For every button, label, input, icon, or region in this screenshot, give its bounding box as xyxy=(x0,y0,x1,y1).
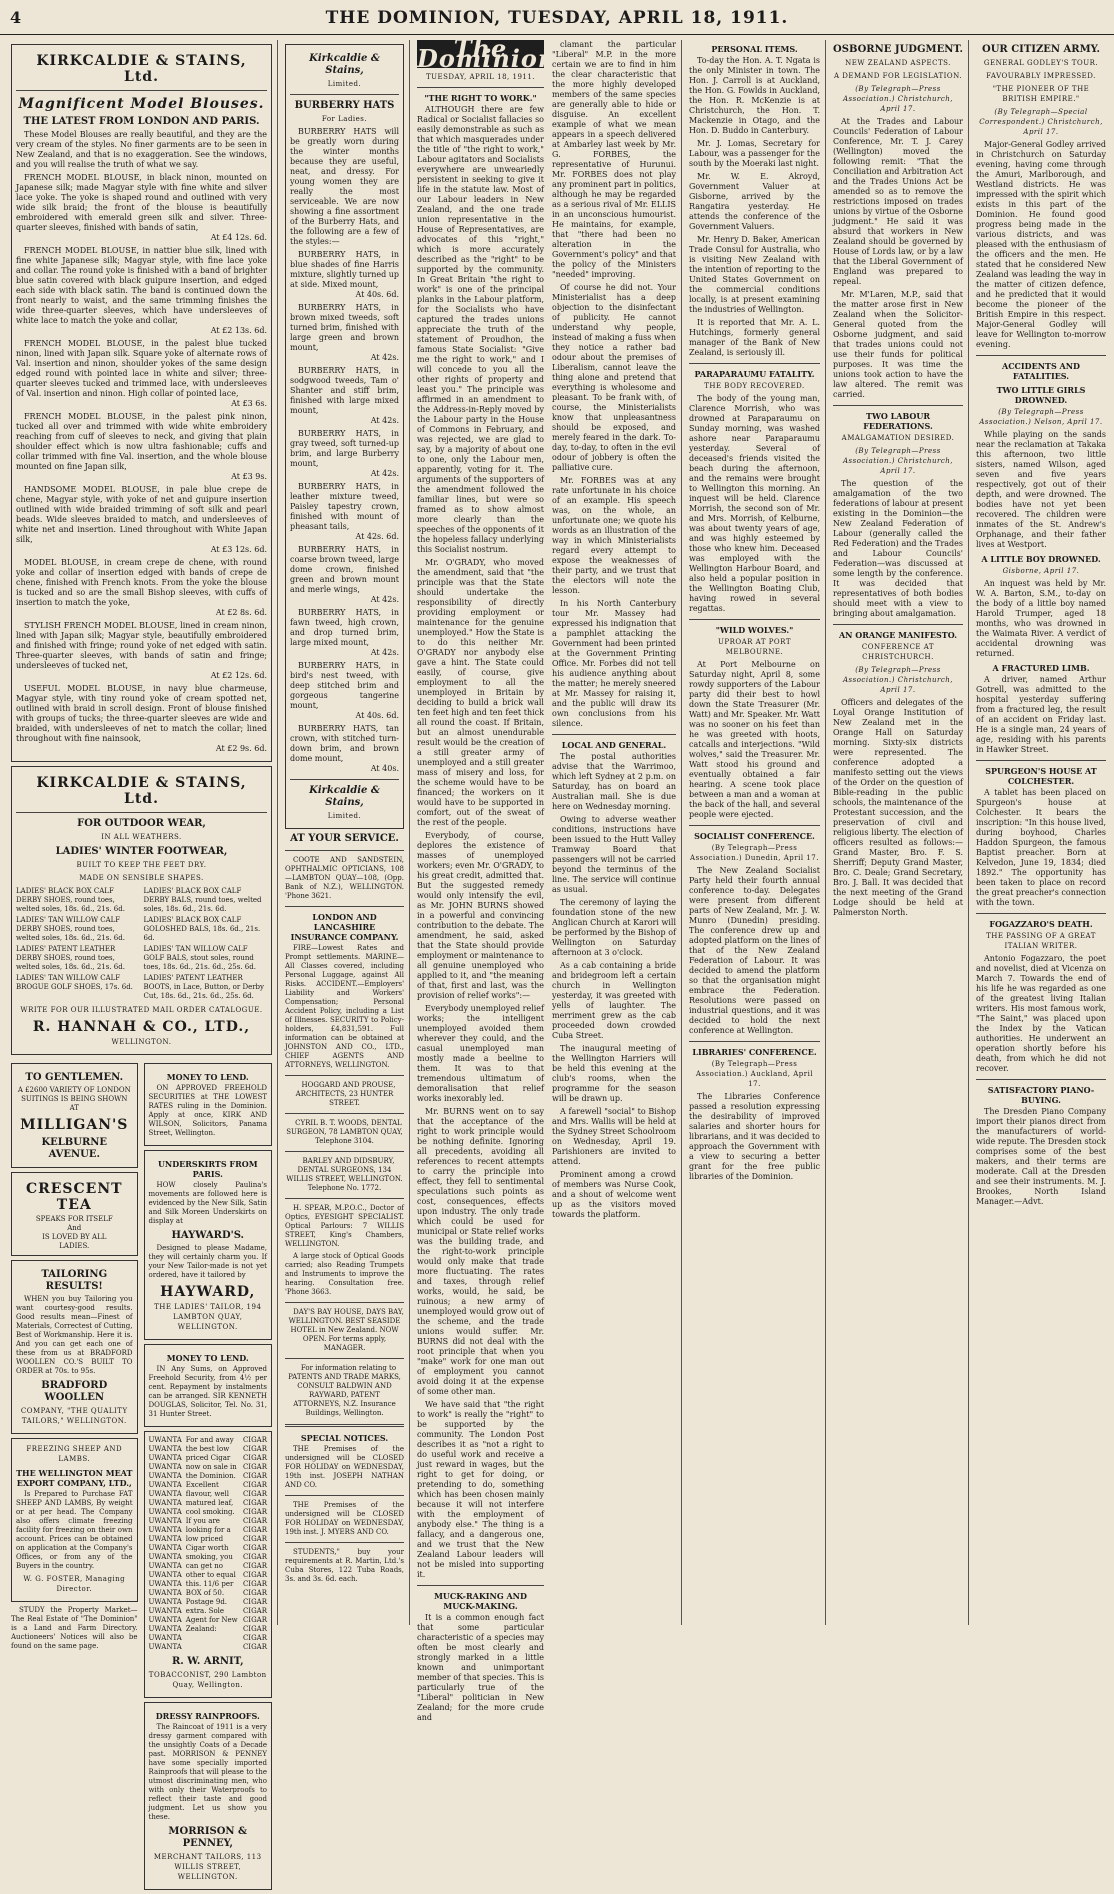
special-notices-heading: SPECIAL NOTICES. xyxy=(300,1433,389,1443)
libraries-heading: LIBRARIES' CONFERENCE. xyxy=(692,1047,817,1057)
cigar-label: CIGAR xyxy=(242,1544,267,1552)
col2-brand: Kirkcaldie & Stains, xyxy=(309,53,380,76)
patents-ad: For information relating to PATENTS AND TRADE MARKS, CONSULT BALDWIN AND RAYWARD, PATENT ATTORNEYS, N.Z. Insurance Buildings, Wellington. xyxy=(288,1364,401,1417)
col2-brand-2: Kirkcaldie & Stains, xyxy=(309,785,380,808)
hat-price: At 40s. 6d. xyxy=(355,711,399,720)
col2-limited-2: Limited. xyxy=(327,812,362,820)
cigar-label: CIGAR xyxy=(242,1472,267,1480)
burberry-heading: BURBERRY HATS xyxy=(294,100,395,111)
col1-lower-left xyxy=(11,1059,138,1894)
haywards-text: Designed to please Madame, they will certainly charm you. If your New Tailor-made is not yet ordered, have it tailored by xyxy=(148,1244,267,1279)
editorial-continued xyxy=(552,40,676,1726)
catalogue-line: WRITE FOR OUR ILLUSTRATED MAIL ORDER CATALOGUE. xyxy=(20,1006,263,1014)
bradford-sub: COMPANY, "THE QUALITY TAILORS," WELLINGTON. xyxy=(20,1407,128,1425)
blouses-intro: These Model Blouses are really beautiful, and they are the very cream of the styles. No finer garments are to be seen in New Zealand, and that is no exaggeration. See the windows, and you will realise the truth of what we say. xyxy=(16,130,267,169)
tailoring-heading: TAILORING RESULTS! xyxy=(41,1269,108,1292)
wild-wolves-sub: UPROAR AT PORT MELBOURNE. xyxy=(717,638,791,656)
hat-price: At 42s. xyxy=(370,648,399,657)
study-notice: STUDY the Property Market—The Real Estate of "The Dominion" is a Land and Farm Directory. Auctioneers' Notices will also be found on the same page. xyxy=(11,1606,138,1650)
uwanta-label: UWANTA xyxy=(148,1643,182,1651)
gentlemen-heading: TO GENTLEMEN. xyxy=(25,1072,124,1083)
editorial-paragraph: Mr. O'GRADY, who moved the amendment, said that "the principle was that the State should undertake the responsibility of directly providing employment or maintenance for the genuine unemployed." How the State is to do this neither Mr. O'GRADY nor anybody else gave a hint. The State could easily, of course, give employment to all the unemployed in Britain by deciding to build a brick wall ten feet high and ten feet thick all round the coast. If Britain, but an almost unendurable result would be the creation of a still greater army of unemployed and a still greater mass of misery and loss, for the scheme would have to be financed; the workers on it would have to be supported in comfort, out of the sweat of the rest of the people. xyxy=(417,558,544,827)
uwanta-label: UWANTA xyxy=(148,1454,182,1462)
hat-price: At 42s. xyxy=(370,353,399,362)
army-text: Major-General Godley arrived in Christchurch on Saturday evening, having come through the Amuri, Marlborough, and Westland districts. He was impressed with the spirit which exists in this part of the Dominion. He found good progress being made in the various districts, and was pleased with the enthusiasm of the officers and the men. He stated that he considered New Zealand was leading the way in the matter of citizen defence, and he predicted that it would become the pioneer of the British Empire in this respect. Major-General Godley will leave for Wellington to-morrow evening. xyxy=(976,140,1106,349)
money2-text: IN Any Sums, on Approved Freehold Security, from 4½ per cent. Repayment by instalments can be arranged. SIR KENNETH DOUGLAS, Solicitor, Tel. No. 31, 31 Hunter Street. xyxy=(148,1365,267,1418)
blouse-item: FRENCH MODEL BLOUSE, in nattier blue silk, lined with fine white Japanese silk; Magyar style, with fine lace yoke and collar. The round yoke is finished with a band of brighter blue satin covered with black guipure insertion, and edged each side with black satin. The band is continued down the front nearly to waist, and the same trimming finishes the wide three-quarter sleeves, which have undersleeves of white lace to match the yoke and collar, xyxy=(16,246,267,325)
shoe-item: LADIES' BLACK BOX CALF GOLOSHED BALS, 18s. 6d., 21s. 6d. xyxy=(143,916,261,942)
paraparaumu-heading: PARAPARAUMU FATALITY. xyxy=(694,369,815,379)
cigar-label: CIGAR xyxy=(242,1481,267,1489)
hat-item: BURBERRY HATS, in brown mixed tweeds, soft turned brim, finished with large green and brown mount, xyxy=(290,303,399,352)
uwanta-label: UWANTA xyxy=(148,1562,182,1570)
uwanta-text: For and away the best low priced Cigar now on sale in the Dominion. Excellent flavour, well matured leaf, cool smoking. If you are looking for a low priced Cigar worth smoking, you can get no other to equal this. 11/6 per BOX of 50. Postage 9d. extra. Sole Agent for New Zealand: xyxy=(185,1436,238,1633)
fogazzaro-heading: FOGAZZARO'S DEATH. xyxy=(989,919,1093,929)
uwanta-label: UWANTA xyxy=(148,1499,182,1507)
hat-item: BURBERRY HATS, in leather mixture tweed, Paisley tapestry crown, finished with mount of pheasant tails, xyxy=(290,482,399,531)
uwanta-label: UWANTA xyxy=(148,1463,182,1471)
labour-telegraph: (By Telegraph—Press Association.) Christchurch, April 17. xyxy=(842,447,954,475)
hat-item: BURBERRY HATS, in gray tweed, soft turned-up brim, and large Burberry mount, xyxy=(290,429,399,468)
osborne-telegraph: (By Telegraph—Press Association.) Christchurch, April 17. xyxy=(842,85,954,113)
boy-heading: A LITTLE BOY DROWNED. xyxy=(981,554,1101,564)
hayward-name: HAYWARD, xyxy=(160,1284,256,1300)
cigar-label: CIGAR xyxy=(242,1526,267,1534)
editorial-paragraph: Mr. BURNS went on to say that the acceptance of the right to work principle would be nothing definite. Ignoring all precedents, avoiding all references to recent attempts to carry the principle into effect, they fell to sentimental speculations such points as cost, consequences, effects upon industry. The only trade which could be used for municipal or State relief works was the building trade, and the right-to-work principle would only make that trade more fluctuating. The rates and taxes, through relief works, would, he said, be ruinous; a new army of unemployed would grow out of the scheme, and the trade unions would suffer. Mr. BURNS did not deal with the root principle that when you "make" work for one man out of employment you cannot avoid doing it at the expense of some other man. xyxy=(417,1107,544,1396)
bradford-ad xyxy=(11,1260,138,1434)
service-heading: AT YOUR SERVICE. xyxy=(290,833,399,844)
accidents-heading: ACCIDENTS AND FATALITIES. xyxy=(1001,361,1080,381)
dressy-heading: DRESSY RAINPROOFS. xyxy=(155,1711,260,1721)
editorial-paragraph: We have said that "the right to work" is really the "right" to be supported by the community. The London Post describes it as "not a right to do useful work and receive a just reward in wages, but the right to get for doing, or pretending to do, something which has been chosen mainly because it will not interfere with the employment of anybody else." The thing is a fallacy, and a dangerous one, and we trust that the New Zealand Labour leaders will not be misled into supporting it. xyxy=(417,1400,544,1579)
personal-item: It is reported that Mr. A. L. Hutchings, formerly general manager of the Bank of New Zealand, is seriously ill. xyxy=(689,318,820,357)
editorial-heading: "THE RIGHT TO WORK." xyxy=(424,93,537,103)
hat-item: BURBERRY HATS, tan crown, with stitched turn-down brim, and brown dome mount, xyxy=(290,724,399,763)
col1-lower-right xyxy=(144,1059,272,1894)
newspaper-title: THE DOMINION, TUESDAY, APRIL 18, 1911. xyxy=(325,8,789,28)
girls-heading: TWO LITTLE GIRLS DROWNED. xyxy=(996,385,1086,405)
local-item: A farewell "social" to Bishop and Mrs. Wallis will be held at the Sydney Street Schoolroom on Wednesday, April 19. Parishioners are invited to attend. xyxy=(552,1107,676,1166)
shoe-item: LADIES' PATENT LEATHER DERBY SHOES, round toes, welted soles, 18s. 6d., 21s. 6d. xyxy=(16,945,125,971)
dominion-masthead: The Dominion xyxy=(417,34,557,73)
uwanta-label: UWANTA xyxy=(148,1580,182,1588)
local-item: Owing to adverse weather conditions, instructions have been issued to the Hutt Valley Tramway Board that passengers will not be carried beyond the terminus of the line. The service will continue as usual. xyxy=(552,815,676,894)
muck-paragraph: Mr. FORBES was at any rate unfortunate in his choice of an example. His speech was, on the whole, an unfortunate one; we quote his words as an illustration of the way in which Ministerialists regard every attempt to expose the weaknesses of their party, and we trust that the electors will note the lesson. xyxy=(552,476,676,595)
blouse-price: At £2 12s. 6d. xyxy=(210,671,267,680)
blouse-item: FRENCH MODEL BLOUSE, in black ninon, mounted on Japanese silk; made Magyar style with fine white and silver lace yoke. The yoke is shaped round and outlined with very wide silk braid; the front of the blouse is beautifully embroidered with emerald green silk and silver. Three-quarter sleeves, finished with bands of satin, xyxy=(16,173,267,232)
girls-telegraph: (By Telegraph—Press Association.) Nelson, April 17. xyxy=(979,408,1103,426)
meat-export-text: Is Prepared to Purchase FAT SHEEP AND LAMBS, By weight or at per head. The Company also offers climate freezing facility for freezing on their own account. Prices can be obtained on application at the Company's Offices, or from any of the Buyers in the country. xyxy=(16,1490,133,1570)
libraries-text: The Libraries Conference passed a resolution expressing the desirability of improved salaries and shorter hours for librarians, and it was decided to approach the Government with a view to securing a better grant for the free public libraries of the Dominion. xyxy=(689,1092,820,1181)
orange-telegraph: (By Telegraph—Press Association.) Christchurch, April 17. xyxy=(842,666,954,694)
cigar-label: CIGAR xyxy=(242,1508,267,1516)
local-heading: LOCAL AND GENERAL. xyxy=(561,740,667,750)
col3-split xyxy=(417,34,676,1726)
burberry-ad xyxy=(285,44,404,829)
piano-text: The Dresden Piano Company import their pianos direct from the manufacturers of world-wide repute. The Dresden stock comprises some of the best makers, and their terms are moderate. Call at the Dresden and see their instruments. M. J. Brookes, North Island Manager.—Advt. xyxy=(976,1107,1106,1206)
underskirts-text: HOW closely Paulina's movements are followed here is evidenced by the New Silk, Satin and Silk Moreen Underskirts on display at xyxy=(148,1181,267,1225)
uwanta-column xyxy=(149,1436,182,1652)
local-item: As a cab containing a bride and bridegroom left a certain church in Wellington yesterday, it was greeted with yells of laughter. The merriment grew as the cab proceeded down crowded Cuba Street. xyxy=(552,961,676,1040)
blouse-item: FRENCH MODEL BLOUSE, in the palest pink ninon, tucked all over and trimmed with wide white embroidery reaching from cuff of sleeves to neck, and giving that plain shoulder effect which is now ultra fashionable; cuffs and collar trimmed with fine Val. insertion, and the whole blouse mounted on fine Japan silk, xyxy=(16,412,267,471)
crescent-heading: CRESCENT TEA xyxy=(25,1181,123,1213)
column-3 xyxy=(412,34,682,1722)
crescent-tea-ad xyxy=(11,1172,138,1256)
shapes-line: MADE ON SENSIBLE SHAPES. xyxy=(79,874,204,882)
local-item: Prominent among a crowd of members was Nurse Cook, and a shout of welcome went up as the visitors moved towards the platform. xyxy=(552,1170,676,1219)
uwanta-grid xyxy=(149,1436,267,1652)
kirkcaldie-footwear-ad xyxy=(11,766,272,1055)
uwanta-label: UWANTA xyxy=(148,1544,182,1552)
uwanta-label: UWANTA xyxy=(148,1634,182,1642)
cigar-label: CIGAR xyxy=(242,1634,267,1642)
cigar-label: CIGAR xyxy=(242,1562,267,1570)
osborne-heading: OSBORNE JUDGMENT. xyxy=(833,44,963,55)
boy-telegraph: Gisborne, April 17. xyxy=(1002,567,1080,575)
kirkcaldie-blouse-ad xyxy=(11,44,272,762)
arnit-address: TOBACCONIST, 290 Lambton Quay, Wellington. xyxy=(148,1671,267,1689)
shoe-item: LADIES' PATENT LEATHER BOOTS, in Lace, Button, or Derby Cut, 18s. 6d., 21s. 6d., 25s. 6d. xyxy=(143,974,264,1000)
personal-item: Mr. J. Lomas, Secretary for Labour, was a passenger for the south by the Moeraki last night. xyxy=(689,139,820,168)
uwanta-label: UWANTA xyxy=(148,1625,182,1633)
uwanta-label: UWANTA xyxy=(148,1589,182,1597)
hat-price: At 42s. xyxy=(370,595,399,604)
army-heading: OUR CITIZEN ARMY. xyxy=(982,44,1100,55)
london-lancashire-text: FIRE—Lowest Rates and Prompt settlements. MARINE—All Classes covered, including Personal Luggage, against All Risks. ACCIDENT.—Employers' Liability and Workers' Compensation; Personal Accident Policy, including a List of Illnesses. SECURITY to Policy-holders, £4,831,591. Full information can be obtained at JOHNSTON AND CO., LTD., CHIEF AGENTS AND ATTORNEYS, WELLINGTON. xyxy=(285,944,404,1069)
blouses-subheading: THE LATEST FROM LONDON AND PARIS. xyxy=(23,116,260,127)
blouse-price: At £3 6s. xyxy=(231,399,267,408)
muck-raking-continued xyxy=(552,40,676,729)
army-sub-3: "THE PIONEER OF THE BRITISH EMPIRE." xyxy=(992,85,1090,103)
orange-text: Officers and delegates of the Loyal Orange Institution of New Zealand met in the Orange Hall on Saturday morning. Sixty-six districts were represented. The conference adopted a manifesto setting out the views of the Order on the question of Bible-reading in the public schools, the maintenance of the Protestant succession, and the preservation of civil and religious liberty. The election of officers resulted as follows:—Grand Master, Bro. F. S. Sherriff; Deputy Grand Master, Bro. C. Deale; Grand Secretary, Bro. J. Ball. It was decided that the next meeting of the Grand Lodge should be held at Palmerston North. xyxy=(833,698,963,917)
tailoring-text: WHEN you buy Tailoring you want courtesy-good results. Good results mean—Finest of Materials, Correctest of Cutting, Best of Workmanship. Here it is. And you can get each one of these from us at BRADFORD WOOLLEN CO.'S BUILT TO ORDER at 70s. to 95s. xyxy=(16,1295,133,1375)
closed-notice-1: THE Premises of the undersigned will be CLOSED FOR HOLIDAY on WEDNESDAY, 19th inst. JOSEPH NATHAN AND CO. xyxy=(285,1445,404,1489)
uwanta-label: UWANTA xyxy=(148,1490,182,1498)
london-lancashire-heading: LONDON AND LANCASHIRE INSURANCE COMPANY. xyxy=(290,912,399,942)
paraparaumu-text: The body of the young man, Clarence Morrish, who was drowned at Paraparaumu on Sunday morning, was washed ashore near Paraparaumu yesterday. Several of deceased's friends visited the beach during the afternoon, and the remains were brought to Wellington this morning. An inquest will be held. Clarence Morrish, the second son of Mr. and Mrs. Morrish, of Kelburne, was about twenty years of age, and was highly esteemed by those who knew him. Deceased was employed with the Wellington Harbour Board, and also held a popular position in the Wellington Boating Club, having rowed in several regattas. xyxy=(689,394,820,613)
hat-price: At 40s. 6d. xyxy=(355,290,399,299)
uwanta-label: UWANTA xyxy=(148,1598,182,1606)
labour-text: The question of the amalgamation of the two federations of labour at present existing in the Dominion—the New Zealand Federation of Labour (generally called the Red Federation) and the Trades and Labour Councils' Federation—was discussed at some length by the conference. It was decided that representatives of both bodies should meet with a view to bringing about amalgamation. xyxy=(833,479,963,618)
milligan-address: KELBURNE AVENUE. xyxy=(41,1137,108,1160)
wild-wolves-heading: "WILD WOLVES." xyxy=(715,625,794,635)
local-item: The inaugural meeting of the Wellington Harriers will be held this evening at the club's rooms, when the programme for the season will be drawn up. xyxy=(552,1044,676,1103)
spurgeon-heading: SPURGEON'S HOUSE AT COLCHESTER. xyxy=(985,766,1097,786)
blouse-item: MODEL BLOUSE, in cream crepe de chene, with round yoke and collar of insertion edged with bands of crepe de chene, finished with French knots. From the yoke the blouse is tucked and so are the small Bishop sleeves, with cuffs of insertion to match the yoke, xyxy=(16,558,267,607)
coote-ad: COOTE AND SANDSTEIN, OPHTHALMIC OPTICIANS, 108—LAMBTON QUAY—108, (Opp. Bank of N.Z.), WELLINGTON. 'Phone 3621. xyxy=(285,856,404,900)
burberry-sub: For Ladies. xyxy=(321,115,368,123)
shoe-item: LADIES' TAN WILLOW CALF BROGUE GOLF SHOES, 17s. 6d. xyxy=(16,974,133,991)
cigar-label: CIGAR xyxy=(242,1571,267,1579)
fogazzaro-sub: THE PASSING OF A GREAT ITALIAN WRITER. xyxy=(986,932,1096,950)
blouse-item: USEFUL MODEL BLOUSE, in navy blue charmeuse, Magyar style, with tiny round yoke of cream spotted net, outlined with braid in scroll design. Front of blouse finished with groups of tucks; the three-quarter sleeves are wide and braided, with undersleeves of net to match the collar; lined throughout with fine nainsook, xyxy=(16,684,267,743)
all-weathers: IN ALL WEATHERS. xyxy=(101,833,182,841)
paraparaumu-sub: THE BODY RECOVERED. xyxy=(704,382,805,390)
socialist-sub: (By Telegraph—Press Association.) Dunedin, April 17. xyxy=(690,844,819,862)
personal-item: To-day the Hon. A. T. Ngata is the only Minister in town. The Hon. J. Carroll is at Auckland, the Hon. G. Fowlds in Auckland, the Hon. R. McKenzie is at Christchurch, the Hon. T. Mackenzie in Otago, and the Hon. D. Buddo in Canterbury. xyxy=(689,56,820,135)
osborne-paragraph: Mr. M'Laren, M.P., said that the matter arose first in New Zealand when the Solicitor-General quoted from the Osborne judgment, and said that trades unions could not use their funds for political purposes. It was time the unions took action to have the law altered. The remit was carried. xyxy=(833,290,963,399)
socialist-heading: SOCIALIST CONFERENCE. xyxy=(694,831,815,841)
editorial-paragraph: Everybody, of course, deplores the existence of masses of unemployed workers; even Mr. O'GRADY, to his great credit, admitted that. But the suggested remedy would only intensify the evil, as Mr. JOHN BURNS showed in a powerful and convincing contribution to the debate. The amendment, he said, asked that the State should provide employment or maintenance to all genuine unemployed who applied to it, and "the meaning of that, first and last, was the provision of relief works":— xyxy=(417,831,544,1000)
hat-item: BURBERRY HATS, in fawn tweed, high crown, and drop turned brim, large mixed mount, xyxy=(290,608,399,647)
uwanta-cigar-ad xyxy=(144,1431,272,1698)
uwanta-label: UWANTA xyxy=(148,1535,182,1543)
money-text: ON APPROVED FREEHOLD SECURITIES at THE LOWEST RATES ruling in the Dominion. Apply at once, KIRK AND WILSON, Solicitors, Panama Street, Wellington. xyxy=(148,1084,267,1137)
local-item: The postal authorities advise that the Warrimoo, which left Sydney at 2 p.m. on Saturday, has on board an Australian mail. She is due here on Wednesday morning. xyxy=(552,752,676,811)
wild-wolves-text: At Port Melbourne on Saturday night, April 8, some rowdy supporters of the Labour party did their best to howl down the State Treasurer (Mr. Watt) and Mr. Speaker. Mr. Watt was no sooner on his feet than he was greeted with hoots, catcalls and interjections. "Wild wolves," said the Treasurer. Mr. Watt stood his ground and eventually obtained a fair hearing. A scene took place between a man and a woman at the back of the hall, and several people were ejected. xyxy=(689,660,820,819)
army-sub-2: FAVOURABLY IMPRESSED. xyxy=(986,72,1096,80)
cigar-label: CIGAR xyxy=(242,1553,267,1561)
foster-line: W. G. FOSTER, Managing Director. xyxy=(23,1575,126,1593)
muck-paragraph: clamant the particular "Liberal" M.P. in the more certain we are to find in him the clear characteristic that the more highly developed members of the same species are generally able to hide or disguise. An excellent example of what we mean appears in a speech delivered at Ambarley last week by Mr. G. FORBES, the representative of Hurunui. Mr. FORBES does not play any prominent part in politics, although he may be regarded as a serious rival of Mr. ELLIS in an unconscious humourist. He maintains, for example, that "there had been no alteration in the Government's policy" and that the policy of the Ministers "needed" improving. xyxy=(552,40,676,279)
bradford-heading: BRADFORD WOOLLEN xyxy=(41,1380,108,1403)
personal-item: Mr. Henry D. Baker, American Trade Consul for Australia, who is visiting New Zealand with the intention of reporting to the United States Government on the commercial conditions locally, is at present examining the industries of Wellington. xyxy=(689,235,820,314)
uwanta-label: UWANTA xyxy=(148,1472,182,1480)
shoe-item: LADIES' BLACK BOX CALF DERBY SHOES, round toes, welted soles, 18s. 6d., 21s. 6d. xyxy=(16,887,125,913)
page-number: 4 xyxy=(10,8,22,27)
cigar-label: CIGAR xyxy=(242,1607,267,1615)
uwanta-label: UWANTA xyxy=(148,1481,182,1489)
orange-sub: CONFERENCE AT CHRISTCHURCH. xyxy=(861,643,935,661)
hat-item: BURBERRY HATS, in blue shades of fine Harris mixture, slightly turned up at side. Mixed mount, xyxy=(290,250,400,289)
hat-item: BURBERRY HATS, in coarse brown tweed, large dome crown, finished green and brown mount and merle wings, xyxy=(290,545,399,594)
muck-raking-heading: MUCK-RAKING AND MUCK-MAKING. xyxy=(434,1591,527,1611)
shoe-list xyxy=(16,887,267,1001)
hayward-ad xyxy=(144,1150,272,1340)
col1-lower xyxy=(11,1059,272,1894)
hat-item: BURBERRY HATS, in sodgwood tweeds, Tam o' Shanter and stiff brim, finished with large mixed mount, xyxy=(290,366,399,415)
masthead xyxy=(0,0,1114,35)
boy-text: An inquest was held by Mr. W. A. Barton, S.M., to-day on the body of a little boy named Harold Trumper, aged 18 months, who was drowned in the Waimata River. A verdict of accidental drowning was returned. xyxy=(976,579,1106,658)
editorial-paragraph: ALTHOUGH there are few Radical or Socialist fallacies so easily demonstrable as such as that which masquerades under the title of "the right to work," Labour agitators and Socialists everywhere are unweariedly persistent in seeking to give it life in the statute law. Most of our Labour leaders in New Zealand, and the one trade union representative in the House of Representatives, are advocates of this "right," which is more accurately described as the "right" to be supported by the community. In Great Britain "the right to work" is one of the principal planks in the Labour platform, for the Socialists who have captured the trades unions appreciate the truth of the statement of Proudhon, the famous State Socialist: "Give me the right to work," and I will concede to you all the other rights of property and least you." The principle was affirmed in an amendment to the Address-in-Reply moved by the Labour party in the House of Commons in February, and was rejected, we are glad to say, by a majority of about one to one, only the Labour men, apparently, voting for it. The arguments of the supporters of the amendment followed the familiar lines, but were so framed as to show almost more clearly than the speeches of the opponents of it the hopeless fallacy underlying this Socialist nostrum. xyxy=(417,105,544,554)
column-1 xyxy=(6,40,278,1881)
uwanta-label: UWANTA xyxy=(148,1526,182,1534)
blouse-price: At £2 13s. 6d. xyxy=(210,326,267,335)
editorial-column xyxy=(417,34,557,1726)
limb-heading: A FRACTURED LIMB. xyxy=(992,663,1090,673)
hat-price: At 42s. xyxy=(370,416,399,425)
muck-paragraph: Of course he did not. Your Ministerialist has a deep objection to the disinfectant of publicity. He cannot understand why people, instead of making a fuss when they notice a rather bad odour about the premises of Liberalism, cannot leave the thing alone and pretend that everything is wholesome and pleasant. To be frank with, of course, the Ministerialists know that unpleasantness should be exposed, and merely feared in the dark. To-day, to-day, to often in the evil odour of jobbery is often the palliative cure. xyxy=(552,283,676,472)
milligan-line: A £2600 VARIETY OF LONDON SUITINGS IS BEING SHOWN AT xyxy=(17,1086,131,1112)
cigar-label: CIGAR xyxy=(242,1598,267,1606)
hannah-city: WELLINGTON. xyxy=(111,1038,172,1046)
libraries-sub: (By Telegraph—Press Association.) Auckland, April 17. xyxy=(695,1060,814,1088)
money-ad xyxy=(144,1063,272,1146)
barley-ad: BARLEY AND DIDSBURY, DENTAL SURGEONS, 134 WILLIS STREET, WELLINGTON. Telephone No. 1772. xyxy=(286,1157,403,1192)
haywards-name: HAYWARD'S. xyxy=(171,1230,245,1241)
cigar-label: CIGAR xyxy=(242,1580,267,1588)
crescent-line-3: IS LOVED BY ALL xyxy=(42,1233,107,1241)
morrison-name: MORRISON & PENNEY, xyxy=(168,1826,248,1849)
hat-item: BURBERRY HATS, in bird's nest tweed, with deep stitched brim and gorgeous tangerine mount, xyxy=(290,661,399,710)
meat-export-ad xyxy=(11,1438,138,1602)
editorial-paragraph: Everybody unemployed relief works; the intelligent unemployed avoided them wherever they could, and the casual unemployed man mostly made a beeline to them. It was to that tremendous ultimatum of demoralisation that relief works inexorably led. xyxy=(417,1004,544,1103)
column-4 xyxy=(684,40,826,1625)
cigar-label: CIGAR xyxy=(242,1535,267,1543)
milligan-ad xyxy=(11,1063,138,1168)
army-sub: GENERAL GODLEY'S TOUR. xyxy=(983,59,1099,67)
osborne-sub: NEW ZEALAND ASPECTS. xyxy=(845,59,951,67)
ad-brand-heading: KIRKCALDIE & STAINS, Ltd. xyxy=(36,53,247,85)
blouse-price: At £2 8s. 6d. xyxy=(215,608,267,617)
col2-limited: Limited. xyxy=(327,80,362,88)
limb-text: A driver, named Arthur Gotrell, was admitted to the hospital yesterday suffering from a fractured leg, the result of an accident on Friday last. He is a single man, 24 years of age, residing with his parents in Hawker Street. xyxy=(976,675,1106,754)
footwear-heading: LADIES' WINTER FOOTWEAR, xyxy=(55,846,228,857)
orange-heading: AN ORANGE MANIFESTO. xyxy=(838,630,958,640)
labour-sub: AMALGAMATION DESIRED. xyxy=(841,434,955,442)
osborne-paragraph: At the Trades and Labour Councils' Federation of Labour Conference, Mr. T. J. Carey (Wellington) moved the following remit: "That the Conciliation and Arbitration Act and the Trades Unions Act be amended so as to remove the restrictions imposed on trades unions by virtue of the Osborne judgment." He said it was absurd that workers in New Zealand should be governed by House of Lords law, or by a law that the Liberal Government of England was prepared to repeal. xyxy=(833,117,963,286)
editorial-date: TUESDAY, APRIL 18, 1911. xyxy=(425,73,536,81)
editorial-body xyxy=(417,105,544,1580)
cigar-label: CIGAR xyxy=(242,1517,267,1525)
uwanta-label: UWANTA xyxy=(148,1445,182,1453)
morrison-address: MERCHANT TAILORS, 113 WILLIS STREET, WELLINGTON. xyxy=(153,1853,262,1881)
cigar-column xyxy=(243,1436,267,1652)
underskirts-heading: UNDERSKIRTS FROM PARIS. xyxy=(157,1159,258,1179)
spear-ad: H. SPEAR, M.P.O.C., Doctor of Optics, EYESIGHT SPECIALIST. Optical Parlours: 7 WILLIS STREET, King's Chambers, WELLINGTON. xyxy=(285,1204,404,1248)
ad-brand-heading-2: KIRKCALDIE & STAINS, Ltd. xyxy=(36,775,247,807)
column-5 xyxy=(828,40,969,1625)
uwanta-label: UWANTA xyxy=(148,1616,182,1624)
blouse-item: HANDSOME MODEL BLOUSE, in pale blue crepe de chene, Magyar style, with yoke of net and guipure insertion outlined with wide braided trimming of soft silk and pearl beads. Wide sleeves braided to match, and undersleeves of white net and insertion. Lined throughout with White Japan silk, xyxy=(16,485,267,544)
osborne-sub-2: A DEMAND FOR LEGISLATION. xyxy=(833,72,963,80)
crescent-line-1: SPEAKS FOR ITSELF xyxy=(35,1215,113,1223)
local-item: The ceremony of laying the foundation stone of the new Anglican Church at Karori will be performed by the Bishop of Wellington on Saturday afternoon at 3 o'clock. xyxy=(552,898,676,957)
morrison-ad xyxy=(144,1702,272,1890)
fogazzaro-text: Antonio Fogazzaro, the poet and novelist, died at Vicenza on March 7. Towards the end of his life he was regarded as one of the greatest living Italian writers. His most famous work, "The Saint," was placed upon the Index by the Vatican authorities. He underwent an operation shortly before his death, from which he did not recover. xyxy=(976,954,1106,1073)
milligan-name: MILLIGAN'S xyxy=(20,1117,129,1133)
uwanta-label: UWANTA xyxy=(148,1571,182,1579)
uwanta-label: UWANTA xyxy=(148,1517,182,1525)
cigar-label: CIGAR xyxy=(242,1589,267,1597)
spurgeon-text: A tablet has been placed on Spurgeon's house at Colchester. It bears the inscription: "In this house lived, during boyhood, Charles Haddon Spurgeon, the famous Baptist preacher. Born at Kelvedon, June 19, 1834; died 1892." The opportunity has been taken to place on record the great preacher's connection with the town. xyxy=(976,788,1106,907)
cigar-label: CIGAR xyxy=(242,1616,267,1624)
meat-export-heading: THE WELLINGTON MEAT EXPORT COMPANY, LTD., xyxy=(16,1468,133,1488)
money-ad-2 xyxy=(144,1344,272,1427)
hat-list xyxy=(290,250,399,774)
hat-price: At 42s. 6d. xyxy=(355,532,399,541)
piano-heading: SATISFACTORY PIANO-BUYING. xyxy=(987,1085,1095,1105)
students-notice: STUDENTS," buy your requirements at R. Martin, Ltd.'s Cuba Stores, 122 Tuba Roads, 3s. and 3s. 6d. each. xyxy=(285,1548,404,1583)
personal-items xyxy=(689,56,820,358)
girls-text: While playing on the sands near the reclamation at Takaka this afternoon, two little sisters, named Wilson, aged seven and five years respectively, got out of their depth, and were drowned. The bodies have not yet been recovered. The children were inmates of the St. Andrew's Orphanage, and their father lives at Westport. xyxy=(976,430,1106,549)
arnit-name: R. W. ARNIT, xyxy=(171,1656,244,1667)
army-telegraph: (By Telegraph—Special Correspondent.) Christchurch, April 17. xyxy=(979,108,1103,136)
column-6 xyxy=(971,40,1111,1625)
muck-raking-text: It is a common enough fact that some particular characteristic of a species may often be most clearly and strongly marked in a little known and unimportant member of that species. This is particularly true of the "Liberal" politician in New Zealand; for the more crude and xyxy=(417,1613,544,1722)
blouse-price: At £3 9s. xyxy=(231,472,267,481)
personal-item: Mr. W. E. Akroyd, Government Valuer at Gisborne, arrived by the Rangatira yesterday. He attends the conference of the Government Valuers. xyxy=(689,172,820,231)
blouse-item: STYLISH FRENCH MODEL BLOUSE, lined in cream ninon, lined with Japan silk; Magyar style, beautifully embroidered and finished with fringe; round yoke of net edged with satin. Three-quarter sleeves, with bands of satin and fringe; undersleeves of tucked net, xyxy=(16,621,267,670)
column-2 xyxy=(280,40,410,1625)
crescent-line-2: And xyxy=(67,1224,82,1232)
uwanta-label: UWANTA xyxy=(148,1607,182,1615)
uwanta-label: UWANTA xyxy=(148,1553,182,1561)
blouse-price: At £3 12s. 6d. xyxy=(210,545,267,554)
cigar-label: CIGAR xyxy=(242,1625,267,1633)
blouses-heading: Magnificent Model Blouses. xyxy=(18,96,265,112)
outdoor-heading: FOR OUTDOOR WEAR, xyxy=(77,818,206,829)
uwanta-label: UWANTA xyxy=(148,1436,182,1444)
shoe-item: LADIES' TAN WILLOW CALF DERBY SHOES, round toes, welted soles, 18s. 6d., 21s. 6d. xyxy=(16,916,125,942)
blouse-list xyxy=(16,173,267,754)
shoe-item: LADIES' TAN WILLOW CALF GOLF BALS, stout soles, round toes, 18s. 6d., 21s. 6d., 25s. 6d. xyxy=(143,945,256,971)
cigar-label: CIGAR xyxy=(242,1643,267,1651)
money-heading: MONEY TO LEND. xyxy=(166,1072,249,1082)
freezing-line: FREEZING SHEEP AND LAMBS. xyxy=(26,1445,123,1463)
hannah-heading: R. HANNAH & CO., LTD., xyxy=(32,1019,251,1035)
days-bay-ad: DAY'S BAY HOUSE, DAYS BAY, WELLINGTON. BEST SEASIDE HOTEL in New Zealand. NOW OPEN. For terms apply, MANAGER. xyxy=(288,1308,404,1352)
blouse-price: At £4 12s. 6d. xyxy=(210,233,267,242)
muck-paragraph: In his North Canterbury tour Mr. Massey had expressed his indignation that a pamphlet attacking the Government had been printed at the Government Printing Office. Mr. Forbes did not tell his audience anything about the matter; he merely sneered at Mr. Massey for raising it, and the public will draw its own conclusions from his silence. xyxy=(552,599,676,728)
cigar-label: CIGAR xyxy=(242,1436,267,1444)
closed-notice-2: THE Premises of the undersigned will be CLOSED FOR HOLIDAY on WEDNESDAY, 19th inst. J. MYERS AND CO. xyxy=(285,1501,404,1536)
dressy-text: The Raincoat of 1911 is a very dressy garment compared with the unsightly Coats of a Decade past. MORRISON & PENNEY have some specially imported Rainproofs that will please to the utmost discriminating men, who with only their Waterproofs to reflect their taste and good judgment. Let us show you these. xyxy=(148,1723,267,1821)
osborne-body xyxy=(833,117,963,400)
cigar-label: CIGAR xyxy=(242,1445,267,1453)
cigar-label: CIGAR xyxy=(242,1463,267,1471)
woods-ad: CYRIL B. T. WOODS, DENTAL SURGEON, 78 LAMBTON QUAY, Telephone 3104. xyxy=(286,1119,403,1145)
blouse-price: At £2 9s. 6d. xyxy=(215,744,267,753)
socialist-text: The New Zealand Socialist Party held their fourth annual conference to-day. Delegates were present from different parts of New Zealand, Mr. J. W. Munro (Dunedin) presiding. The conference drew up and adopted platform on the lines of that of the New Zealand Federation of Labour. It was decided to amend the platform so that the organisation might embrace the Federation. Resolutions were passed on industrial questions, and it was decided to hold the next conference at Wellington. xyxy=(689,866,820,1035)
local-items xyxy=(552,752,676,1220)
hoggard-ad: HOGGARD AND PROUSE, ARCHITECTS, 23 HUNTER STREET. xyxy=(295,1081,396,1107)
cigar-label: CIGAR xyxy=(242,1454,267,1462)
hat-price: At 42s. xyxy=(370,469,399,478)
money2-heading: MONEY TO LEND. xyxy=(166,1353,249,1363)
spear-text: A large stock of Optical Goods carried; also Reading Trumpets and Instruments to improve the hearing. Consultation free. 'Phone 3663. xyxy=(285,1252,404,1296)
crescent-line-4: LADIES. xyxy=(59,1242,90,1250)
uwanta-label: UWANTA xyxy=(148,1508,182,1516)
hayward-address: THE LADIES' TAILOR, 194 LAMBTON QUAY, WELLINGTON. xyxy=(154,1303,262,1331)
burberry-intro: BURBERRY HATS will be greatly worn during the winter months because they are useful, neat, and dressy. For young women they are really the most serviceable. We are now showing a fine assortment of the Burberry Hats, and the following are a few of the styles:— xyxy=(290,127,399,246)
cigar-label: CIGAR xyxy=(242,1499,267,1507)
shoe-item: LADIES' BLACK BOX CALF DERBY BALS, round toes, welted soles, 18s. 6d., 21s. 6d. xyxy=(143,887,262,913)
personal-heading: PERSONAL ITEMS. xyxy=(711,44,798,54)
cigar-label: CIGAR xyxy=(242,1490,267,1498)
hat-price: At 40s. xyxy=(370,764,399,773)
labour-heading: TWO LABOUR FEDERATIONS. xyxy=(863,411,933,431)
blouse-item: FRENCH MODEL BLOUSE, in the palest blue tucked ninon, lined with Japan silk. Square yoke of alternate rows of Val. insertion and ninon, shoulder yokes of the same design edged round with pointed lace in white and silver; three-quarter sleeves tucked and trimmed lace, with undersleeves of Val. insertion and ninon. High collar of pointed lace, xyxy=(16,339,267,398)
built-line: BUILT TO KEEP THE FEET DRY. xyxy=(76,861,207,869)
